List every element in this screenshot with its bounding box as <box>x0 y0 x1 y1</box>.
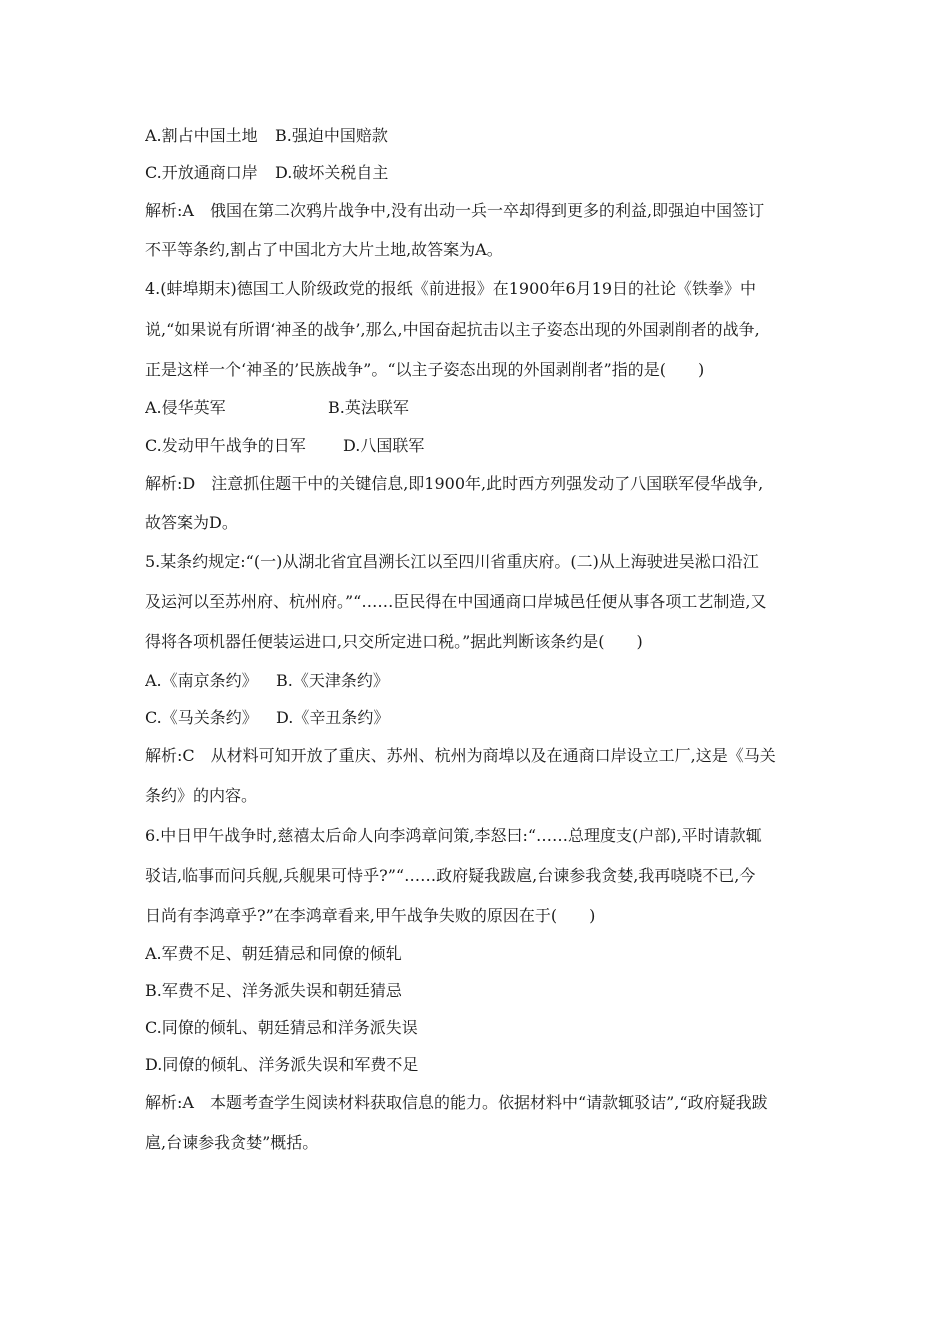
q5-stem-line-3: 得将各项机器任便装运进口,只交所定进口税。”据此判断该条约是( ) <box>145 632 643 651</box>
q4-analysis-line-2: 故答案为D。 <box>145 513 238 532</box>
q4-analysis-line-1: 解析:D 注意抓住题干中的关键信息,即1900年,此时西方列强发动了八国联军侵华战争, <box>145 474 764 493</box>
q5-analysis-line-1: 解析:C 从材料可知开放了重庆、苏州、杭州为商埠以及在通商口岸设立工厂,这是《马关 <box>145 746 776 765</box>
q3-option-d: D.破坏关税自主 <box>275 163 389 182</box>
q4-options-row-2 <box>145 436 810 456</box>
q4-option-b: B.英法联军 <box>328 398 409 417</box>
q4-stem-line-3: 正是这样一个‘神圣的’民族战争”。“以主子姿态出现的外国剥削者”指的是( ) <box>145 360 705 379</box>
q4-stem-line-1: 4.(蚌埠期末)德国工人阶级政党的报纸《前进报》在1900年6月19日的社论《铁拳》中 <box>145 279 757 298</box>
q6-stem-line-3: 日尚有李鸿章乎?”在李鸿章看来,甲午战争失败的原因在于( ) <box>145 906 596 925</box>
q3-options-row-2 <box>145 163 810 183</box>
q4-option-c: C.发动甲午战争的日军 <box>145 436 306 455</box>
q4-options-row-1 <box>145 398 810 418</box>
q5-option-b: B.《天津条约》 <box>276 671 389 690</box>
q4-option-a: A.侵华英军 <box>145 398 226 417</box>
q4-stem-line-2: 说,“如果说有所谓‘神圣的战争’,那么,中国奋起抗击以主子姿态出现的外国剥削者的战争, <box>145 320 760 339</box>
q6-option-a: A.军费不足、朝廷猜忌和同僚的倾轧 <box>145 944 402 963</box>
q5-stem-line-2: 及运河以至苏州府、杭州府。”“……臣民得在中国通商口岸城邑任便从事各项工艺制造,又 <box>145 592 767 611</box>
q6-option-b: B.军费不足、洋务派失误和朝廷猜忌 <box>145 981 402 1000</box>
q6-analysis-line-1: 解析:A 本题考查学生阅读材料获取信息的能力。依据材料中“请款辄驳诘”,“政府疑我跋 <box>145 1093 768 1112</box>
q3-analysis-line-1: 解析:A 俄国在第二次鸦片战争中,没有出动一兵一卒却得到更多的利益,即强迫中国签订 <box>145 201 765 220</box>
q6-stem-line-2: 驳诘,临事而问兵舰,兵舰果可恃乎?”“……政府疑我跋扈,台谏参我贪婪,我再哓哓不已,今 <box>145 866 756 885</box>
q3-options-row-1 <box>145 126 810 146</box>
q3-option-b: B.强迫中国赔款 <box>275 126 388 145</box>
q6-option-d: D.同僚的倾轧、洋务派失误和军费不足 <box>145 1055 419 1074</box>
q5-option-c: C.《马关条约》 <box>145 708 258 727</box>
q3-analysis-line-2: 不平等条约,割占了中国北方大片土地,故答案为A。 <box>145 240 503 259</box>
q5-option-d: D.《辛丑条约》 <box>276 708 390 727</box>
q6-analysis-line-2: 扈,台谏参我贪婪”概括。 <box>145 1133 319 1152</box>
q5-option-a: A.《南京条约》 <box>145 671 258 690</box>
q3-option-a: A.割占中国土地 <box>145 126 258 145</box>
q6-option-c: C.同僚的倾轧、朝廷猜忌和洋务派失误 <box>145 1018 418 1037</box>
q4-option-d: D.八国联军 <box>343 436 425 455</box>
q6-stem-line-1: 6.中日甲午战争时,慈禧太后命人向李鸿章问策,李怒曰:“……总理度支(户部),平时请款辄 <box>145 826 762 845</box>
q5-analysis-line-2: 条约》的内容。 <box>145 786 258 805</box>
q5-options-row-1 <box>145 671 810 691</box>
q3-option-c: C.开放通商口岸 <box>145 163 258 182</box>
q5-stem-line-1: 5.某条约规定:“(一)从湖北省宜昌溯长江以至四川省重庆府。(二)从上海驶进吴淞口沿江 <box>145 552 759 571</box>
q5-options-row-2 <box>145 708 810 728</box>
